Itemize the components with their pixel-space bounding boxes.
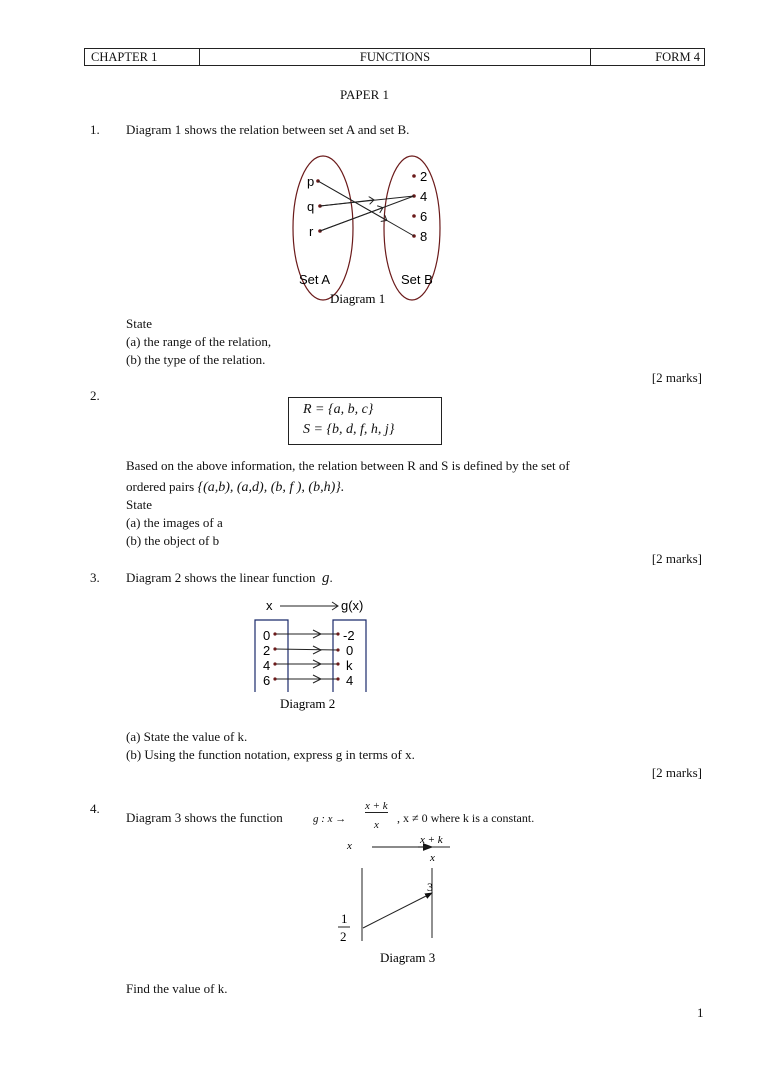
diagram-mark (412, 174, 416, 178)
gx-label: g(x) (341, 598, 364, 613)
q2-pairs-prefix: ordered pairs (126, 479, 195, 494)
q2-pairs-line (126, 479, 344, 496)
diagram-mark (318, 181, 414, 236)
form-cell: FORM 4 (655, 50, 700, 64)
diagram-mark (275, 630, 338, 683)
q2-number: 2. (90, 388, 100, 403)
domain-box (255, 620, 288, 692)
set-a-p: p (307, 174, 315, 189)
q1-part-b: (b) the type of the relation. (126, 352, 266, 367)
diagram-mark (275, 649, 338, 650)
q4-diagram-half-num: 1 (341, 911, 348, 926)
paper-title: PAPER 1 (340, 87, 390, 102)
q2-a: (a) the images of a (126, 515, 223, 530)
q3-text: Diagram 2 shows the linear function (126, 570, 316, 585)
diagram-mark (336, 662, 339, 665)
diagram-2-caption: Diagram 2 (280, 696, 336, 711)
q4-find: Find the value of k. (126, 981, 228, 996)
q4-fn-num: x + k (365, 800, 388, 812)
q3-num: 3. (90, 570, 100, 585)
diagram-mark (273, 662, 276, 665)
q3-diagram-codomain-2: k (346, 658, 353, 673)
q1-text: Diagram 1 shows the relation between set A and set B. (126, 122, 410, 137)
set-b-8: 8 (420, 229, 428, 244)
q1-number: 1. (90, 122, 100, 137)
diagram-mark (273, 632, 276, 635)
diagram-mark (412, 214, 416, 218)
diagram-mark (363, 893, 432, 928)
q2-b: (b) the object of b (126, 533, 220, 548)
diagram-mark (320, 208, 382, 231)
q3-marks: [2 marks] (651, 765, 702, 780)
diagram-mark (320, 200, 373, 206)
set-a-r: r (309, 224, 314, 239)
chapter-cell: CHAPTER 1 (85, 49, 200, 65)
diagram-1-caption: Diagram 1 (330, 291, 386, 306)
set-b-4: 4 (420, 189, 428, 204)
q2-state: State (126, 497, 152, 512)
q4-num: 4. (90, 801, 100, 816)
q3-diagram-codomain-1: 0 (346, 643, 354, 658)
x-label: x (266, 598, 273, 613)
diagram-3-caption: Diagram 3 (380, 950, 436, 965)
q4-fn-den: x (374, 819, 379, 831)
q3-diagram-domain-2: 4 (263, 658, 271, 673)
sets-box (288, 397, 442, 445)
q3-a: (a) State the value of k. (126, 729, 248, 744)
q3-diagram-codomain-3: 4 (346, 673, 354, 688)
q3-fn: g (322, 570, 330, 586)
page-number: 1 (697, 1005, 704, 1020)
q3-diagram-domain-0: 0 (263, 628, 271, 643)
q1-part-a: (a) the range of the relation, (126, 334, 272, 349)
set-b-2: 2 (420, 169, 428, 184)
diagram-mark (336, 648, 339, 651)
q2-pairs: {(a,b), (a,d), (b, f ), (b,h)}. (197, 480, 345, 495)
diagram-mark (336, 677, 339, 680)
q3-b: (b) Using the function notation, express g in terms of x. (126, 747, 415, 762)
q2-set-s: S = {b, d, f, h, j} (303, 422, 395, 437)
q4-cond: , x ≠ 0 where k is a constant. (397, 811, 535, 825)
set-b-label: Set B (401, 272, 433, 287)
q3-diagram-domain-1: 2 (263, 643, 271, 658)
set-a-q: q (307, 199, 315, 214)
q2-marks: [2 marks] (651, 551, 702, 566)
diagram-mark (273, 632, 339, 680)
q4-diagram-num: x + k (420, 834, 443, 846)
q4-diagram-x: x (347, 840, 352, 852)
q1-marks: [2 marks] (651, 370, 702, 385)
q3-text: Diagram 2 shows the linear function g. (126, 570, 333, 586)
q4-diagram-den: x (430, 852, 435, 864)
q4-diagram-value: 3 (427, 880, 433, 894)
title-cell: FUNCTIONS (200, 49, 591, 65)
q3-diagram-codomain-0: -2 (343, 628, 355, 643)
q4-diagram-half-den: 2 (340, 929, 347, 944)
q1-state: State (126, 316, 152, 331)
diagram-mark (273, 677, 276, 680)
q4-fn-lhs: g : x → (313, 813, 347, 825)
q4-text: Diagram 3 shows the function (126, 810, 283, 825)
set-a-label: Set A (299, 272, 331, 287)
q2-text: Based on the above information, the relation between R and S is defined by the set of (126, 458, 570, 473)
q2-set-r: R = {a, b, c} (303, 402, 374, 417)
diagram-mark (273, 647, 276, 650)
q3-diagram-domain-3: 6 (263, 673, 271, 688)
set-b-6: 6 (420, 209, 428, 224)
diagram-mark (336, 632, 339, 635)
